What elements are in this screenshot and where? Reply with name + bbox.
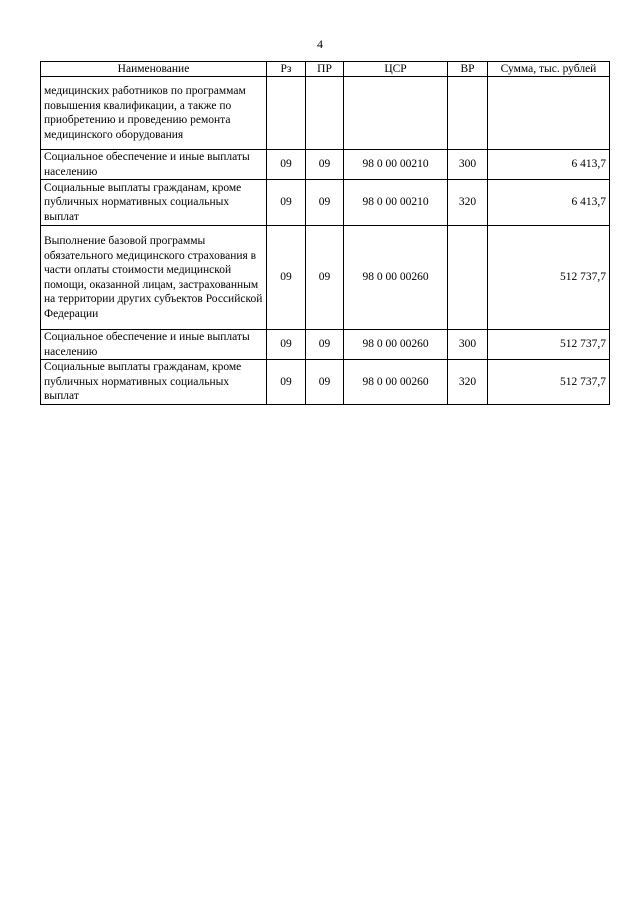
row-pr xyxy=(306,77,344,150)
row-sum: 6 413,7 xyxy=(488,150,610,180)
row-pr: 09 xyxy=(306,360,344,405)
row-sum: 512 737,7 xyxy=(488,226,610,330)
row-name: Социальное обеспечение и иные выплаты населению xyxy=(41,150,267,180)
row-csr: 98 0 00 00210 xyxy=(344,180,448,226)
row-pr: 09 xyxy=(306,226,344,330)
table-row xyxy=(41,226,610,330)
row-csr: 98 0 00 00260 xyxy=(344,330,448,360)
row-vr: 320 xyxy=(448,360,488,405)
row-name: Социальные выплаты гражданам, кроме публичных нормативных социальных выплат xyxy=(41,360,267,405)
row-vr xyxy=(448,226,488,330)
row-name: медицинских работников по программам повышения квалификации, а также по приобретению и проведению ремонта медицинского оборудования xyxy=(41,77,267,150)
header-rz: Рз xyxy=(267,62,306,77)
table-row xyxy=(41,180,610,226)
table-header-row xyxy=(41,62,610,77)
header-csr: ЦСР xyxy=(344,62,448,77)
row-sum: 512 737,7 xyxy=(488,330,610,360)
row-pr: 09 xyxy=(306,180,344,226)
row-rz: 09 xyxy=(267,150,306,180)
row-pr: 09 xyxy=(306,150,344,180)
table-row xyxy=(41,150,610,180)
table-row xyxy=(41,360,610,405)
budget-table xyxy=(40,61,610,405)
row-sum xyxy=(488,77,610,150)
row-rz xyxy=(267,77,306,150)
row-sum: 6 413,7 xyxy=(488,180,610,226)
row-csr xyxy=(344,77,448,150)
row-sum: 512 737,7 xyxy=(488,360,610,405)
row-pr: 09 xyxy=(306,330,344,360)
row-csr: 98 0 00 00210 xyxy=(344,150,448,180)
row-name: Выполнение базовой программы обязательного медицинского страхования в части оплаты стоимости медицинской помощи, оказанной лицам, застрахованным на территории других субъектов Российской Федерации xyxy=(41,226,267,330)
page-number: 4 xyxy=(317,37,323,51)
header-sum: Сумма, тыс. рублей xyxy=(488,62,610,77)
header-pr: ПР xyxy=(306,62,344,77)
table-row xyxy=(41,330,610,360)
row-name: Социальное обеспечение и иные выплаты населению xyxy=(41,330,267,360)
header-name: Наименование xyxy=(41,62,267,77)
row-csr: 98 0 00 00260 xyxy=(344,226,448,330)
row-rz: 09 xyxy=(267,330,306,360)
row-vr: 300 xyxy=(448,150,488,180)
row-vr: 300 xyxy=(448,330,488,360)
row-vr: 320 xyxy=(448,180,488,226)
header-vr: ВР xyxy=(448,62,488,77)
row-vr xyxy=(448,77,488,150)
row-rz: 09 xyxy=(267,360,306,405)
row-rz: 09 xyxy=(267,180,306,226)
row-name: Социальные выплаты гражданам, кроме публичных нормативных социальных выплат xyxy=(41,180,267,226)
table-row xyxy=(41,77,610,150)
row-csr: 98 0 00 00260 xyxy=(344,360,448,405)
row-rz: 09 xyxy=(267,226,306,330)
